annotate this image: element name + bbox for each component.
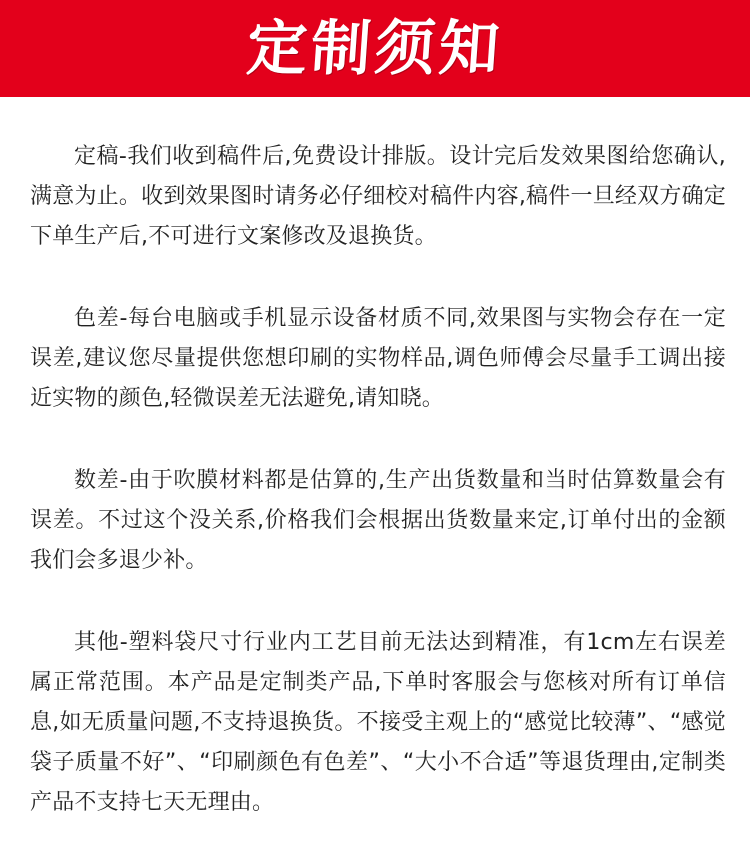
header-banner (0, 0, 750, 97)
paragraph-other: 其他-塑料袋尺寸行业内工艺目前无法达到精准，有1cm左右误差属正常范围。本产品是定制类产品,下单时客服会与您核对所有订单信息,如无质量问题,不支持退换货。不接受主观上的“感觉比较薄”、“感觉袋子质量不好”、“印刷颜色有色差”、“大小不合适”等退货理由,定制类产品不支持七天无理由。 (30, 630, 726, 815)
paragraph-draft: 定稿-我们收到稿件后,免费设计排版。设计完后发效果图给您确认,满意为止。收到效果图时请务必仔细校对稿件内容,稿件一旦经双方确定下单生产后,不可进行文案修改及退换货。 (30, 144, 726, 249)
paragraph-quantity-difference: 数差-由于吹膜材料都是估算的,生产出货数量和当时估算数量会有误差。不过这个没关系,价格我们会根据出货数量来定,订单付出的金额我们会多退少补。 (30, 468, 726, 573)
paragraph-color-difference: 色差-每台电脑或手机显示设备材质不同,效果图与实物会存在一定误差,建议您尽量提供您想印刷的实物样品,调色师傅会尽量手工调出接近实物的颜色,轻微误差无法避免,请知晓。 (30, 306, 726, 411)
notice-content (30, 137, 726, 865)
page-title: 定制须知 (244, 13, 506, 84)
